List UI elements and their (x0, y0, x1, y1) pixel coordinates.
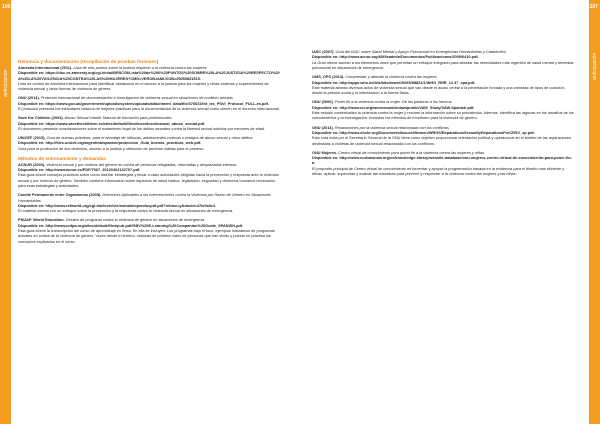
reference-description: El material cuenta con un enfoque sobre la prevención y la respuesta contra la violencia sexual en situaciones de emergencia. (18, 209, 234, 214)
url-label: Disponible en: (18, 101, 45, 106)
reference-description: Lista de control de Amnistía Internacional para identificar obstáculos en el acceso a la justicia para las mujeres y niñas víctimas y supervivientes de violencia sexual y otras formas de violencia de género. (18, 81, 269, 92)
reference-entry (18, 193, 280, 214)
reference-link[interactable]: http://www.unfpa.org/sites/default/files/pub-pdf/GBV%20E-Learning%20Companion%20Guide_SPANISH.pdf. (44, 223, 244, 228)
reference-entry (312, 100, 574, 121)
reference-link[interactable]: http://www.endvawnow.org/es/knowledge-library/website-database/onu-mujeres-centro-virtual-de-conocimiento-para-poner-fin-a. (312, 156, 573, 166)
reference-description: La Guía ofrece acceso a los elementos clave que permitan un enfoque integrado para abordar las necesidades más urgentes de salud mental y bienestar psicosocial en situaciones de emergencia. (312, 60, 574, 71)
reference-title: Violencia sexual y por motivos del género en contra de personas refugiadas, retornadas y desplazadas internas. (45, 162, 238, 167)
url-label: Disponible en: (18, 141, 45, 146)
reference-entry (18, 136, 280, 152)
url-label: Disponible en: (312, 80, 339, 85)
reference-description: Este material aborda diversos actos de violencia sexual que van desde el acoso verbal a la penetración forzada y una variedad de tipos de coacción, desde la presión social y la intimidación a la fuerza física. (312, 85, 566, 96)
reference-link[interactable]: https://www.savethechildren.es/sites/default/files/imce/docs/manual_abuso_sexual.pdf. (44, 121, 206, 126)
reference-title: Lista de seis puntos sobre la justicia respecto a la violencia contra las mujeres. (72, 65, 208, 70)
reference-entry (18, 218, 280, 245)
reference-author: OMS, OPS (2013). (312, 75, 345, 80)
reference-link[interactable]: http://www.acnur.org/t3/fileadmin/Documentos/Publicaciones/2009/6410.pdf. (338, 55, 479, 60)
reference-title: Comprender y abordar la violencia contra las mujeres. (344, 75, 438, 80)
reference-description: Esta guía ofrece la transcripción del curso de aprendizaje en línea. En ella se incluyen: Los programas bajo el foco, ejemplos ilustrativos de programas actuales en contra de la violencia de género. Voces desde el terreno, crónicas de primera mano de personas que han vivido y puesto en práctica los conceptos explicados en el curso. (18, 229, 275, 244)
reference-author: ONU (2014). (312, 125, 334, 130)
reference-entry (312, 75, 574, 96)
reference-author: ACNUR (2003). (18, 162, 46, 167)
reference-entry (312, 50, 574, 71)
reference-title: Centro virtual de conocimiento para poner fin a la violencia contra las mujeres y niñas. (337, 150, 486, 155)
left-column (18, 59, 280, 249)
reference-entry (18, 96, 280, 112)
reference-description: Esta nota insta por el Secretario General de la ONU tiene como objetivo proporcionar orientación política y operacional en el ámbito de las reparaciones destinadas a víctimas de violencia sexual relacionada con los conflictos. (312, 136, 571, 146)
reference-entry (312, 151, 574, 178)
reference-link[interactable]: http://www.un.org/womenwatch/daw/public/VAW_Study/VAW-Spanish.pdf. (338, 105, 475, 110)
right-column (312, 50, 574, 181)
left-page-number: 106 (2, 4, 11, 10)
reference-link[interactable]: http://apps.who.int/iris/bitstream/10665/98821/1/WHO_RHR_12.37_spa.pdf. (338, 80, 476, 85)
url-label: Disponible en: (312, 105, 339, 110)
left-vertical-label: anticipación (3, 69, 9, 97)
reference-description: El documento presenta consideraciones sobre el tratamiento legal de los delitos sexuales contra la libertad sexual sufridos por menores de edad. (18, 126, 266, 131)
url-label: Disponible en: (312, 156, 339, 161)
url-label: Disponible en: (18, 223, 45, 228)
left-side-tab (0, 0, 11, 424)
reference-entry (18, 66, 280, 93)
reference-link[interactable]: https://www.gov.uk/government/uploads/system/uploads/attachment_data/file/376622/lnt_ies_PSVI_Protocol_FULL-es.pdf. (44, 101, 269, 106)
url-label: Disponible en: (18, 203, 45, 208)
reference-title: Protocolo internacional de documentación e investigación de violencia sexual en situaciones de conflicto armado. (39, 96, 234, 101)
reference-title: Reparaciones por la violencia sexual relacionada con los conflictos. (333, 125, 450, 130)
reference-link[interactable]: http://files.unicef.org/argentina/spanish/proteccion_Guia_buenas_practicas_web.pdf. (44, 141, 202, 146)
reference-link[interactable]: https://doc.es.amnesty.org/cgi-bin/ai/BRSCGI/Lista%20de%206%20PUNTOS%20SOBRE%20LA%20JUSTICIA%20RESPECTO%20A%20LA%20VIOLENCIA%20CONTRA%20LAS%20MUJERES?CMD=VEROBJ&MLKOB=29050831515. (18, 71, 280, 81)
reference-description: Guía para la protección de sus derechos, acceso a la justicia y obtención de pruebas válidas para el proceso. (18, 146, 205, 151)
url-label: Disponible en: (312, 55, 339, 60)
reference-title: Guía del IASC sobre Salud Mental y Apoyo Psicosocial en Emergencias Humanitarias y Catástrofes. (334, 50, 507, 54)
reference-title: Abuso Sexual Infantil: Manual de formación para profesionales. (63, 116, 173, 121)
reference-title: Directrices Aplicables a las Intervenciones contra la Violencia por Razón de Género en Situaciones Humanitarias. (18, 193, 271, 203)
reference-author: Comité Permanente entre Organismos (2005). (18, 193, 102, 198)
url-label: Disponible en: (18, 71, 45, 76)
section-heading-metodos: Métodos de entrenamiento y demandas (18, 155, 107, 161)
reference-description: Esta guía ofrece consejos prácticos sobre cómo diseñar estrategias y llevar a cabo actividades dirigidas hacia la prevención y respuesta ante la violencia sexual y por motivos de género. También contiene información sobre aspectos de salud básica, legislación, seguridad y derechos humanos necesarios para esas estrategias y actividades. (18, 173, 279, 189)
reference-link[interactable]: http://www.acnur.es/PDF/7967_20120402132707.pdf. (44, 168, 141, 173)
reference-entry (18, 163, 280, 190)
reference-description: El protocolo presenta los estándares básicos de mejores prácticas para la documentación de la violencia sexual como crimen en el derecho internacional. (18, 107, 280, 112)
url-label: Disponible en: (312, 130, 339, 135)
reference-title: Poner fin a la violencia contra la mujer. De las palabras a los hechos. (333, 100, 453, 105)
reference-description: Este estudio contextualiza la violencia contra la mujer y resume la información sobre su prevalencia. Además, identifica las lagunas en los desafíos de los conocimientos y la investigación. Incluidos los métodos de monitoreo para la violencia de género. (312, 111, 574, 121)
reference-author: Amnistía Internacional (2011). (18, 65, 73, 70)
right-vertical-label: anticipación (592, 52, 598, 80)
reference-title: Guía de buenas prácticas, para el abordaje de niños/as, adolescentes víctimas o testigos de abuso sexual y otros delitos. (45, 136, 254, 141)
reference-link[interactable]: http://www.ohchr.org/Documents/Issues/Women/WRGS/ReparationsSexualityReparationsForCRSV_sp.pdf. (338, 130, 535, 135)
reference-entry (312, 126, 574, 147)
reference-title: Gestión de programa contra la violencia de género en situaciones de emergencia. (64, 218, 206, 223)
right-side-tab (589, 0, 600, 424)
reference-entry (18, 116, 280, 132)
reference-author: ONU Mujeres. (312, 150, 338, 155)
reference-link[interactable]: http://www.refworld.org/cgi-bin/texis/vtx/rwmain/opendocpdf.pdf?reldoc=y&docid=47fe0a3c2. (44, 203, 217, 208)
reference-author: Save the Children (2004). (18, 116, 64, 121)
reference-author: IASC (2007). (312, 50, 335, 54)
reference-description: El propósito principal de Centro virtual de conocimiento es fomentar y apoyar la programación basada en la evidencia para el diseño más eficiente y eficaz, aplicar, supervisar y evaluar las iniciativas para prevenir y responder a la violencia contra las mujeres y las niñas. (312, 166, 565, 177)
section-heading-denuncia: Denuncia y documentación (recopilación de pruebas forenses) (18, 59, 159, 64)
reference-author: UNICEF (2015). (18, 136, 46, 141)
right-page-number: 107 (589, 4, 598, 10)
url-label: Disponible en: (18, 168, 45, 173)
url-label: Disponible en: (18, 121, 45, 126)
reference-author: PNUAP. World Education. (18, 218, 65, 223)
reference-author: ONU (2014). (18, 96, 40, 101)
reference-author: ONU (2006). (312, 100, 334, 105)
